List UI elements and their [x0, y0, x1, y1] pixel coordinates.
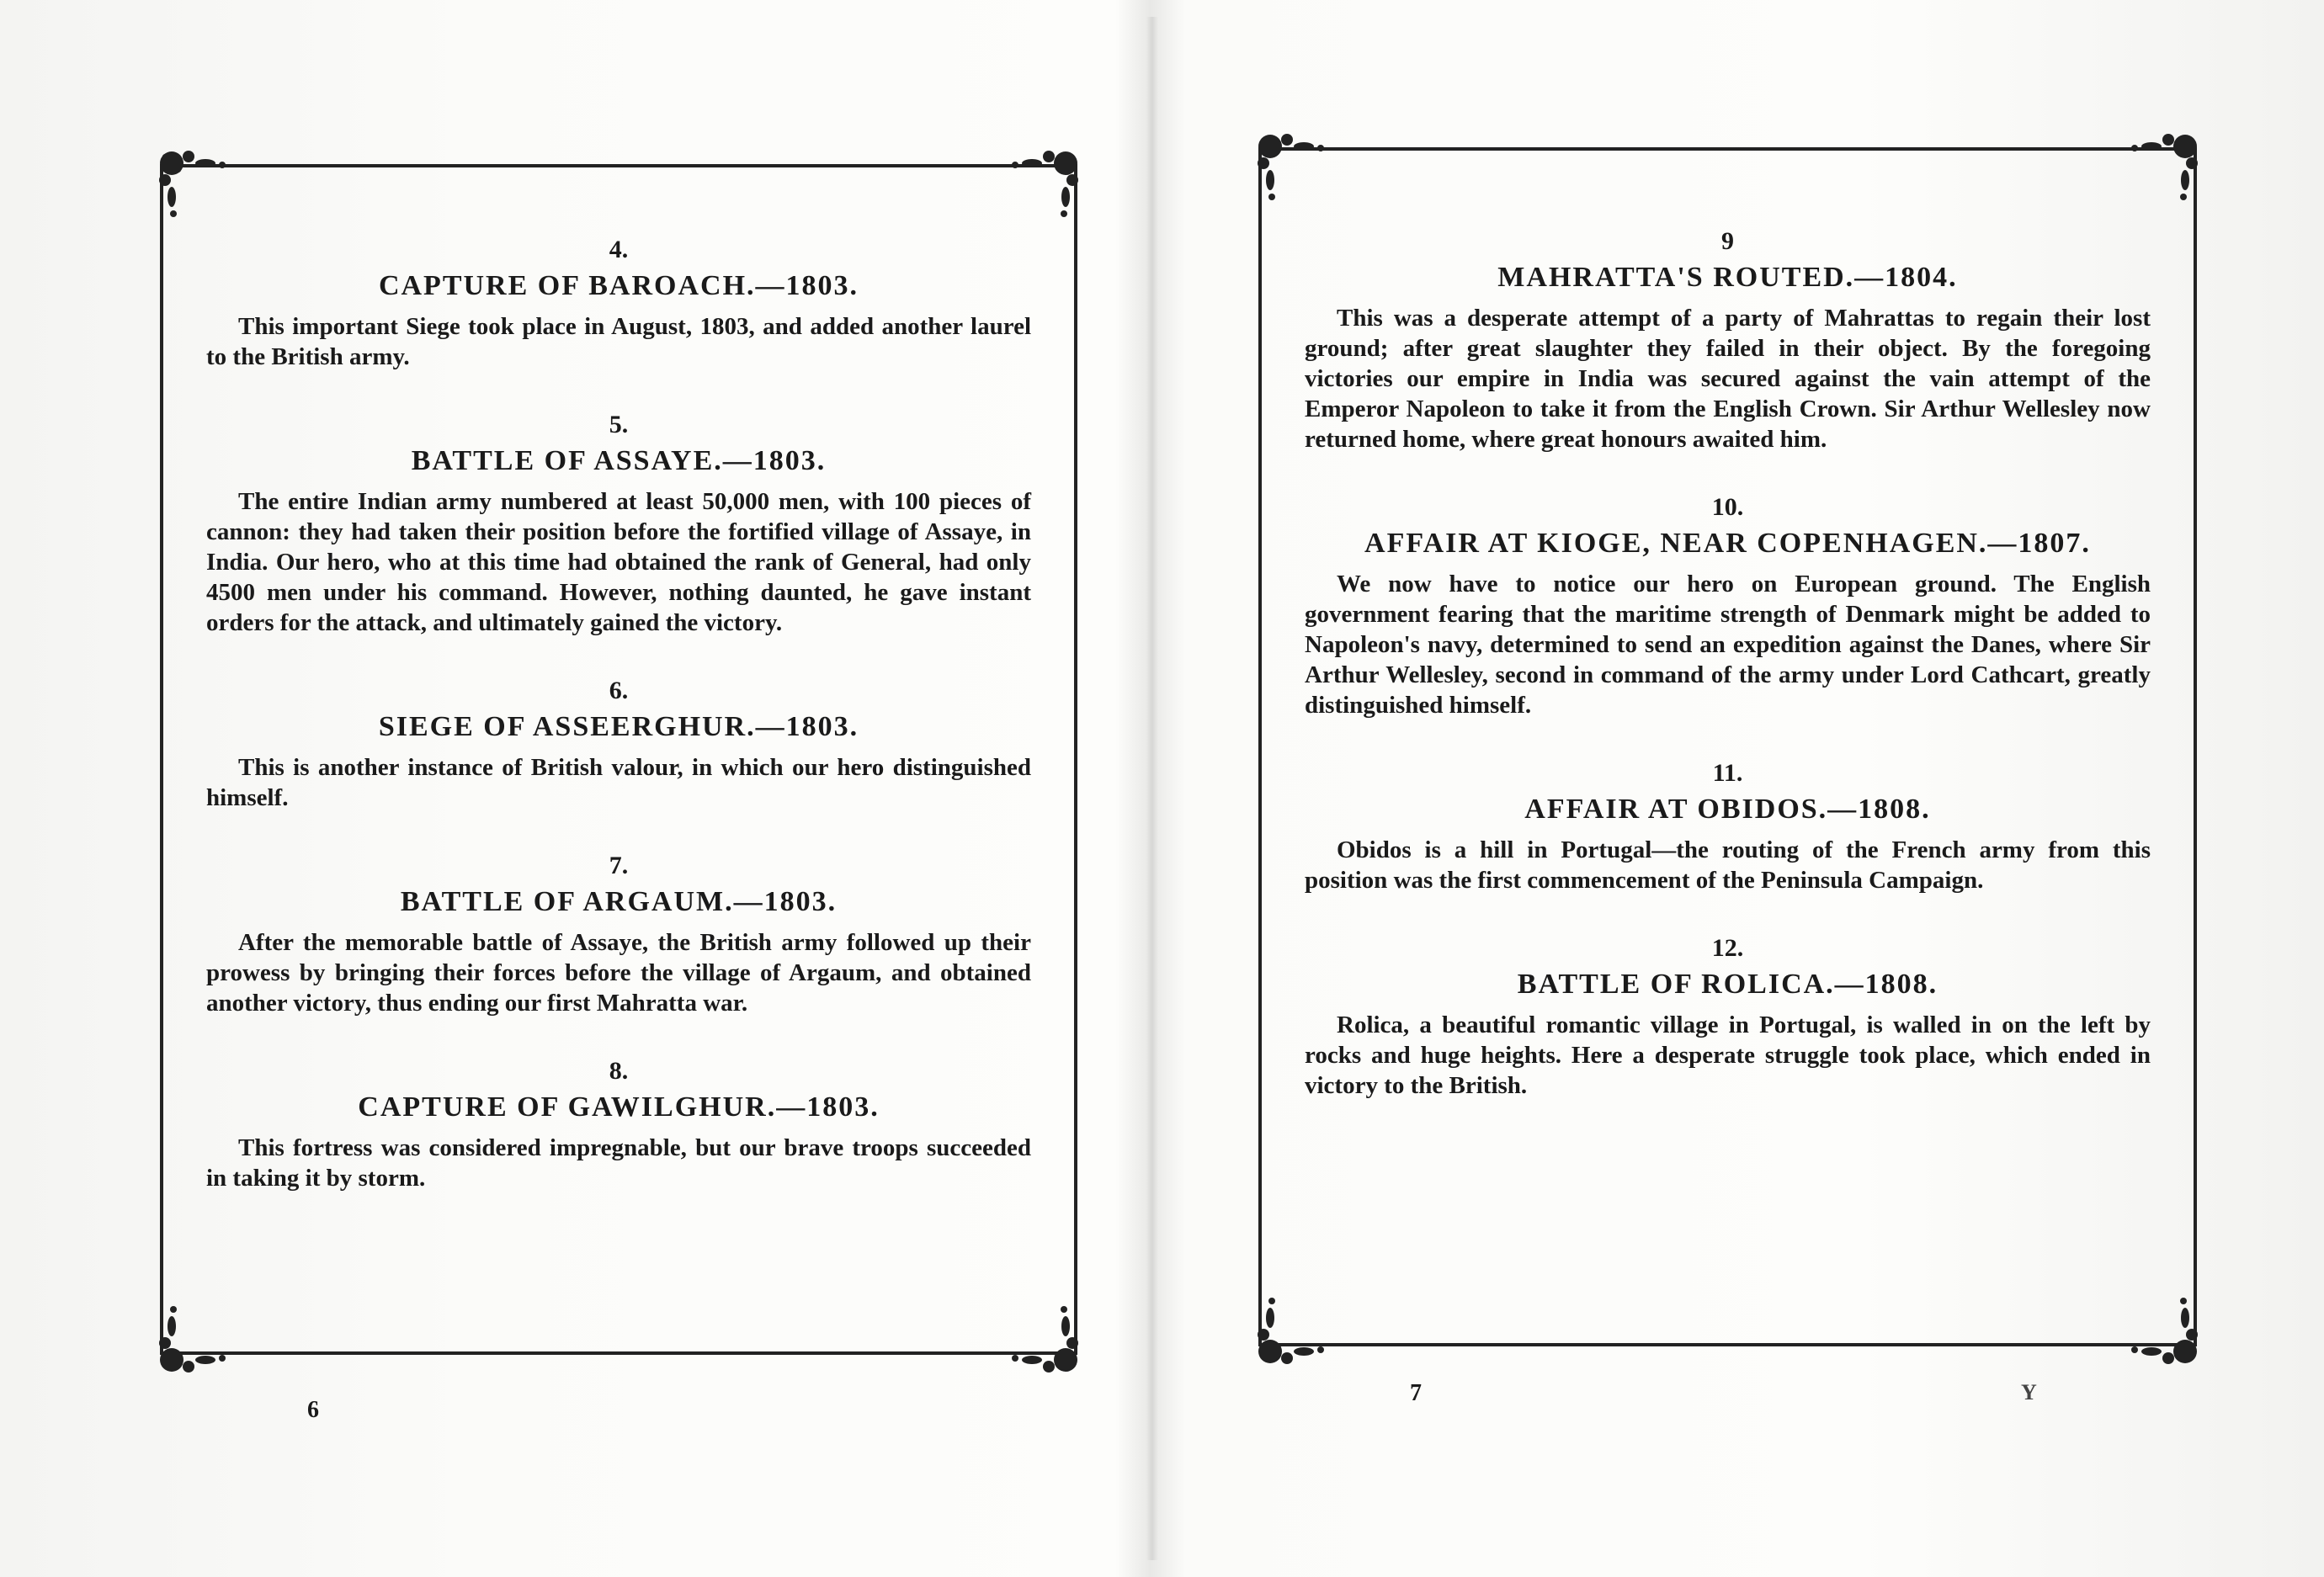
section-text: This fortress was considered impregnable, but our brave troops succeeded in taking it by storm. — [206, 1134, 1031, 1192]
section-text: The entire Indian army numbered at least 50,000 men, with 100 pieces of cannon: they had taken their position before the fortified village of Assaye, in India. Our hero, who at this time had obtained the rank of General, had only 4500 men under his command. However, nothing daunted, he gave instant orders for the attack, and ultimately gained the victory. — [206, 488, 1031, 636]
section-number: 10. — [1711, 493, 1744, 521]
section-number: 5. — [609, 411, 629, 438]
section-heading: AFFAIR AT KIOGE, NEAR COPENHAGEN.—1807. — [1364, 528, 2091, 559]
section-11 — [1305, 759, 2151, 895]
section-heading: CAPTURE OF GAWILGHUR.—1803. — [358, 1091, 880, 1123]
section-heading: MAHRATTA'S ROUTED.—1804. — [1497, 262, 1958, 293]
left-page — [126, 143, 1103, 1423]
section-text: Rolica, a beautiful romantic village in Portugal, is walled in on the left by rocks and huge heights. Here a desperate struggle took place, which ended in victory to the British. — [1305, 1012, 2151, 1099]
section-12 — [1305, 934, 2151, 1101]
book-gutter — [1146, 17, 1158, 1560]
section-text: This important Siege took place in August, 1803, and added another laurel to the British army. — [206, 313, 1031, 370]
right-page-content — [1305, 227, 2151, 1139]
floral-corner-ornament-icon — [1245, 121, 1346, 222]
section-heading: AFFAIR AT OBIDOS.—1808. — [1524, 794, 1931, 825]
section-number: 11. — [1712, 759, 1743, 787]
section-9 — [1305, 227, 2151, 454]
section-8 — [206, 1057, 1031, 1193]
section-number: 7. — [609, 852, 629, 879]
section-text: We now have to notice our hero on European ground. The English government fearing that the maritime strength of Denmark might be added to Napoleon's navy, determined to send an expedition against the Danes, where Sir Arthur Wellesley, second in command of the army under Lord Cathcart, greatly distinguished himself. — [1305, 571, 2151, 719]
section-text: This was a desperate attempt of a party of Mahrattas to regain their lost ground; after great slaughter they failed in their object. By the foregoing victories our empire in India was secured against the vain attempt of the Emperor Napoleon to take it from the English Crown. Sir Arthur Wellesley now returned home, where great honours awaited him. — [1305, 305, 2151, 453]
section-10 — [1305, 493, 2151, 720]
section-text: After the memorable battle of Assaye, the British army followed up their prowess by bringing their forces before the village of Argaum, and obtained another victory, thus ending our first Mahratta war. — [206, 929, 1031, 1017]
left-page-content — [206, 236, 1031, 1232]
section-heading: CAPTURE OF BAROACH.—1803. — [378, 270, 859, 301]
floral-corner-ornament-icon — [990, 138, 1091, 239]
section-6 — [206, 677, 1031, 813]
floral-corner-ornament-icon — [990, 1284, 1091, 1385]
floral-corner-ornament-icon — [146, 1284, 247, 1385]
section-heading: BATTLE OF ASSAYE.—1803. — [411, 445, 827, 476]
floral-corner-ornament-icon — [1245, 1276, 1346, 1377]
signature-mark: Y — [2021, 1380, 2037, 1404]
section-number: 6. — [609, 677, 629, 704]
page-number: 6 — [307, 1397, 319, 1423]
section-heading: BATTLE OF ROLICA.—1808. — [1517, 969, 1938, 1000]
section-heading: SIEGE OF ASSEERGHUR.—1803. — [378, 711, 859, 742]
floral-corner-ornament-icon — [2109, 121, 2210, 222]
floral-corner-ornament-icon — [2109, 1276, 2210, 1377]
section-4 — [206, 236, 1031, 372]
section-5 — [206, 411, 1031, 638]
section-heading: BATTLE OF ARGAUM.—1803. — [400, 886, 838, 917]
section-number: 9 — [1721, 227, 1734, 255]
section-number: 12. — [1711, 934, 1744, 962]
section-number: 8. — [609, 1057, 629, 1085]
page-number: 7 — [1410, 1380, 1422, 1406]
section-text: Obidos is a hill in Portugal—the routing of the French army from this position was the first commencement of the Peninsula Campaign. — [1305, 836, 2151, 894]
section-number: 4. — [609, 236, 629, 263]
section-7 — [206, 852, 1031, 1018]
right-page — [1225, 126, 2222, 1406]
section-text: This is another instance of British valour, in which our hero distinguished himself. — [206, 754, 1031, 811]
floral-corner-ornament-icon — [146, 138, 247, 239]
